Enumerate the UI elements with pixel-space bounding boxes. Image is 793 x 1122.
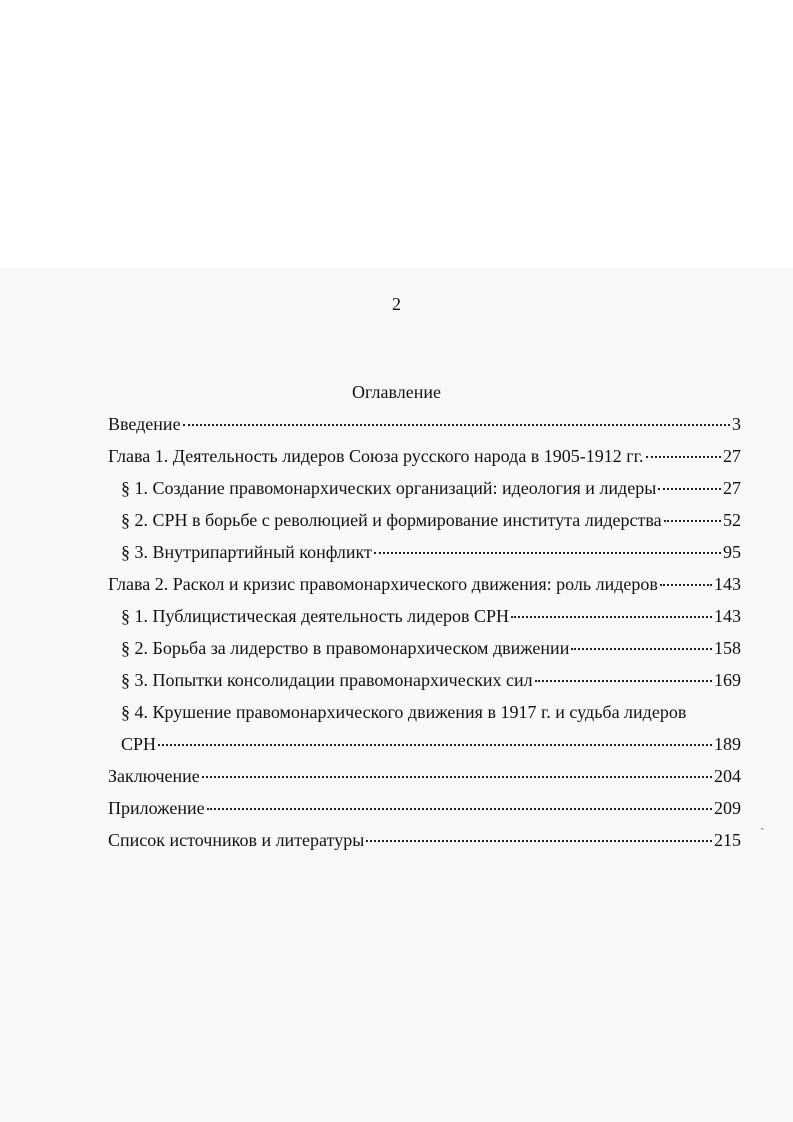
toc-entry-chapter-1[interactable] [108, 443, 741, 475]
toc-leader-dots [664, 520, 721, 522]
toc-entry-text: Глава 2. Раскол и кризис правомонархического движения: роль лидеров [108, 574, 658, 594]
toc-entry-ch1-section-3[interactable] [108, 539, 741, 571]
toc-entry-text: § 3. Внутрипартийный конфликт [121, 542, 372, 562]
toc-entry-text: Приложение [108, 798, 205, 818]
toc-leader-dots [202, 776, 712, 778]
toc-leader-dots [158, 744, 712, 746]
toc-entry-page: 209 [714, 798, 741, 818]
toc-entry-page: 158 [714, 638, 741, 658]
toc-leader-dots [207, 808, 712, 810]
toc-entry-text: § 1. Публицистическая деятельность лидеров СРН [121, 606, 509, 626]
toc-leader-dots [366, 840, 712, 842]
toc-entry-page: 189 [714, 734, 741, 754]
toc-entry-ch2-section-3[interactable] [108, 667, 741, 699]
toc-leader-dots [374, 552, 721, 554]
toc-entry-bibliography[interactable] [108, 827, 741, 859]
toc-entry-ch2-section-4-continued[interactable] [108, 731, 741, 763]
toc-entry-page: 95 [723, 542, 741, 562]
toc-entry-text: § 1. Создание правомонархических организаций: идеология и лидеры [121, 478, 657, 498]
toc-entry-introduction[interactable] [108, 411, 741, 443]
toc-entry-page: 3 [732, 414, 741, 434]
toc-entry-page: 27 [723, 478, 741, 498]
scan-speck: ˏ [760, 816, 765, 831]
toc-entry-page: 143 [714, 574, 741, 594]
table-of-contents [108, 411, 741, 859]
toc-title-text: Оглавление [352, 382, 441, 402]
toc-leader-dots [660, 584, 712, 586]
toc-leader-dots [183, 424, 730, 426]
toc-entry-text: § 3. Попытки консолидации правомонархических сил [121, 670, 533, 690]
toc-entry-page: 215 [714, 830, 741, 850]
page-number: 2 [392, 294, 401, 314]
toc-entry-ch2-section-4[interactable] [108, 699, 741, 731]
toc-entry-page: 27 [723, 446, 741, 466]
toc-entry-text: Список источников и литературы [108, 830, 365, 850]
toc-leader-dots [658, 488, 721, 490]
page-top-blank [0, 0, 793, 268]
toc-entry-ch1-section-1[interactable] [108, 475, 741, 507]
toc-leader-dots [571, 648, 712, 650]
toc-entry-page: 52 [723, 510, 741, 530]
toc-entry-text: § 2. СРН в борьбе с революцией и формирование института лидерства [121, 510, 662, 530]
toc-entry-text: Введение [108, 414, 181, 434]
toc-entry-page: 143 [714, 606, 741, 626]
toc-entry-appendix[interactable] [108, 795, 741, 827]
toc-entry-page: 169 [714, 670, 741, 690]
toc-leader-dots [535, 680, 712, 682]
toc-entry-conclusion[interactable] [108, 763, 741, 795]
toc-entry-page: 204 [714, 766, 741, 786]
toc-title [0, 381, 793, 403]
toc-entry-text: § 2. Борьба за лидерство в правомонархическом движении [121, 638, 570, 658]
toc-leader-dots [511, 616, 712, 618]
toc-entry-ch1-section-2[interactable] [108, 507, 741, 539]
toc-entry-text: § 4. Крушение правомонархического движения в 1917 г. и судьба лидеров [121, 702, 687, 722]
toc-entry-ch2-section-2[interactable] [108, 635, 741, 667]
toc-leader-dots [646, 456, 721, 458]
toc-entry-chapter-2[interactable] [108, 571, 741, 603]
toc-entry-text: СРН [121, 734, 157, 754]
toc-entry-text: Глава 1. Деятельность лидеров Союза русского народа в 1905-1912 гг. [108, 446, 644, 466]
toc-entry-ch2-section-1[interactable] [108, 603, 741, 635]
toc-entry-text: Заключение [108, 766, 200, 786]
